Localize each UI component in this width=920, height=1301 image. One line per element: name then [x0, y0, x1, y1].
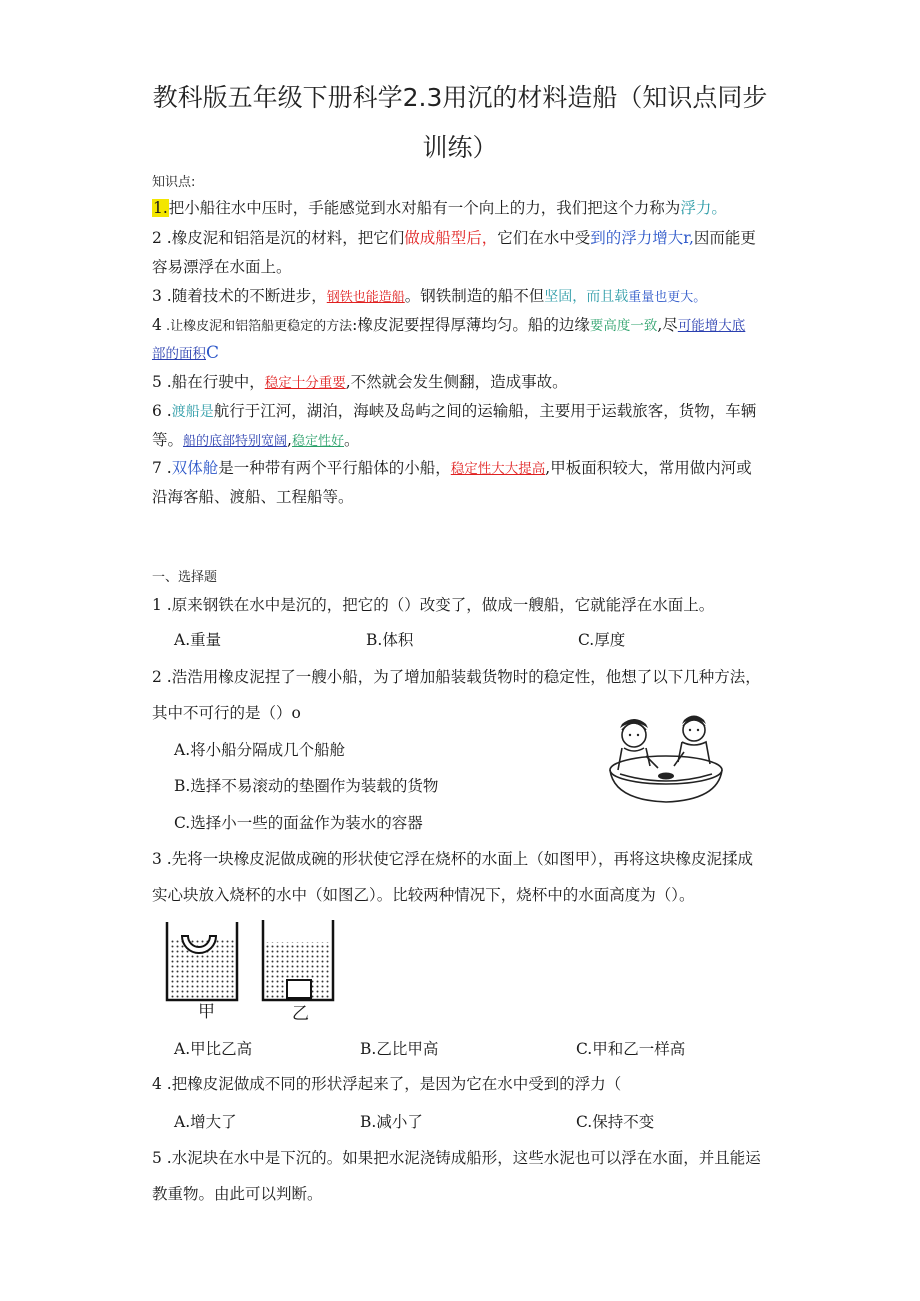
point-number: 5: [152, 373, 162, 391]
question-4: 4 .把橡皮泥做成不同的形状浮起来了，是因为它在水中受到的浮力（: [152, 1075, 622, 1093]
beaker-b: [263, 920, 333, 1000]
point-number: 3: [152, 287, 162, 305]
point-text: ,甲板面积较大，常用做内河或: [545, 459, 752, 477]
highlight-text: 重量也更大。: [628, 290, 707, 305]
point-number: 2: [152, 229, 162, 247]
highlight-text: 坚固，而且载: [544, 289, 629, 305]
point-text: 它们在水中受: [497, 229, 591, 247]
q4-option-c[interactable]: C.保持不变: [576, 1113, 655, 1131]
q4-option-b[interactable]: B.减小了: [360, 1113, 423, 1131]
knowledge-point-1: [152, 197, 772, 219]
point-text: ,: [287, 431, 292, 449]
q2-option-b[interactable]: B.选择不易滚动的垫圈作为装载的货物: [174, 777, 439, 795]
point-text: 航行于江河，湖泊，海峡及岛屿之间的运输船，主要用于运载旅客，货物，车辆: [213, 402, 757, 420]
point-text: 因而能更: [693, 229, 756, 247]
q1-option-a[interactable]: A.重量: [174, 631, 222, 649]
highlight-text: 浮力。: [680, 199, 727, 217]
q3-option-a[interactable]: A.甲比乙高: [174, 1040, 253, 1058]
highlight-text: 稳定性好: [291, 434, 344, 449]
point-text: .随着技术的不断进步，: [161, 287, 327, 305]
highlight-text: 可能增大底: [677, 318, 746, 334]
figure-label-a: 甲: [198, 1002, 215, 1022]
highlight-text: 渡船是: [171, 404, 214, 420]
highlight-text: 到的浮力增大r,: [590, 229, 694, 247]
q1-option-c[interactable]: C.厚度: [578, 631, 626, 649]
question-2-cont: 其中不可行的是（）o: [152, 704, 301, 722]
section-heading: 一、选择题: [152, 570, 218, 585]
knowledge-point-2: [152, 227, 772, 249]
highlight-text: 钢铁也能造船: [326, 290, 405, 305]
q3-option-c[interactable]: C.甲和乙一样高: [576, 1040, 686, 1058]
point-text: .: [161, 459, 172, 477]
highlight-text: 部的面积: [152, 346, 206, 362]
question-2: 2 .浩浩用橡皮泥捏了一艘小船，为了增加船装载货物时的稳定性，他想了以下几种方法，: [152, 668, 761, 686]
point-text: .橡皮泥和铝箔是沉的材料，把它们: [161, 229, 405, 247]
point-number: 6: [152, 402, 162, 420]
highlight-text: 稳定性大大提高: [450, 461, 546, 477]
knowledge-point-3: [152, 285, 772, 309]
knowledge-point-6: [152, 400, 772, 423]
point-text: :橡皮泥要捏得厚薄均匀。船的边缘: [352, 316, 590, 334]
knowledge-point-4: [152, 314, 772, 338]
q2-option-c[interactable]: C.选择小一些的面盆作为装水的容器: [174, 814, 423, 832]
point-text: ,尽: [657, 316, 678, 334]
highlight-text: 稳定十分重要: [264, 375, 346, 391]
page-title-line1: 教科版五年级下册科学2.3用沉的材料造船（知识点同步: [152, 83, 768, 112]
question-5-cont: 教重物。由此可以判断。: [152, 1185, 323, 1203]
highlight-text: 做成船型后，: [404, 229, 498, 247]
q2-option-a[interactable]: A.将小船分隔成几个船舱: [174, 741, 346, 759]
point-text: 把小船往水中压时，手能感觉到水对船有一个向上的力，我们把这个力称为: [168, 199, 681, 217]
knowledge-point-6-cont: [152, 429, 772, 453]
point-text: ,不然就会发生侧翻，造成事故。: [345, 373, 568, 391]
beaker-diagram: [160, 914, 350, 1024]
question-5: 5 .水泥块在水中是下沉的。如果把水泥浇铸成船形，这些水泥也可以浮在水面，并且能运: [152, 1149, 761, 1167]
knowledge-point-5: [152, 371, 772, 394]
highlight-text: 双体舱: [171, 459, 219, 477]
children-basin-illustration: [606, 708, 731, 808]
page-title-line2: 训练）: [422, 133, 498, 162]
q3-option-b[interactable]: B.乙比甲高: [360, 1040, 439, 1058]
question-3-cont: 实心块放入烧杯的水中（如图乙）。比较两种情况下，烧杯中的水面高度为（）。: [152, 886, 695, 904]
point-number: 7: [152, 459, 162, 477]
highlight-text: 要高度一致: [589, 318, 658, 334]
knowledge-point-4-cont: [152, 342, 772, 365]
q4-option-a[interactable]: A.增大了: [174, 1113, 237, 1131]
point-text: 是一种带有两个平行船体的小船，: [218, 459, 451, 477]
knowledge-point-7-cont: 沿海客船、渡船、工程船等。: [152, 488, 354, 506]
beaker-a: [167, 922, 237, 1000]
point-text: .船在行驶中，: [161, 373, 265, 391]
question-3: 3 .先将一块橡皮泥做成碗的形状使它浮在烧杯的水面上（如图甲），再将这块橡皮泥揉成: [152, 850, 753, 868]
point-text: .: [161, 402, 172, 420]
knowledge-point-7: [152, 457, 772, 480]
point-text: 。钢铁制造的船不但: [404, 287, 545, 305]
point-text: .让橡皮泥和铝箔船更稳定的方法: [161, 319, 353, 334]
question-1: 1 .原来钢铁在水中是沉的，把它的（）改变了，做成一艘船，它就能浮在水面上。: [152, 596, 715, 614]
highlight-text: 船的底部特别宽阔: [183, 434, 288, 449]
point-number: 1.: [153, 199, 168, 217]
point-text: C: [206, 343, 220, 363]
knowledge-point-2-cont: 容易漂浮在水面上。: [152, 258, 292, 276]
point-text: 。: [343, 431, 360, 449]
q1-option-b[interactable]: B.体积: [366, 631, 414, 649]
point-number: 4: [152, 316, 162, 334]
knowledge-heading: 知识点:: [152, 175, 196, 190]
figure-label-b: 乙: [292, 1004, 309, 1024]
point-text: 等。: [152, 431, 184, 449]
